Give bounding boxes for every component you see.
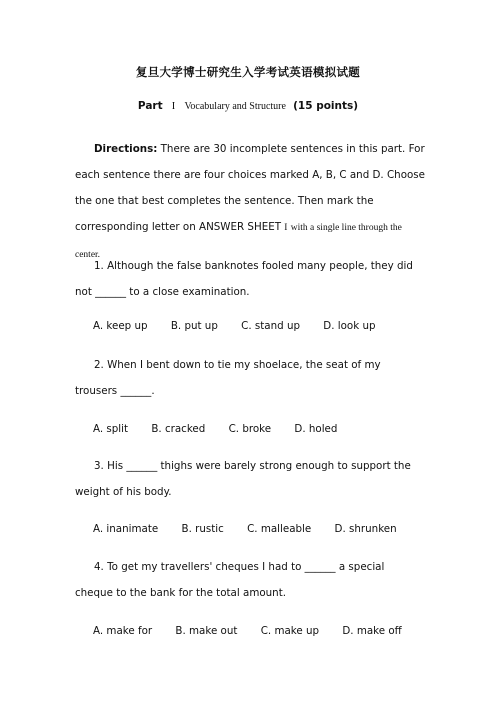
question-4: 4. To get my travellers' cheques I had to ______ a special cheque to the bank for the total amount. [75, 561, 385, 599]
part-name: Vocabulary and Structure [184, 101, 286, 112]
option-c: C. malleable [247, 523, 312, 535]
option-d: D. make off [342, 625, 402, 637]
part-points: (15 points) [293, 100, 359, 112]
question-2-options [93, 423, 357, 435]
question-3: 3. His ______ thighs were barely strong enough to support the weight of his body. [75, 460, 411, 498]
part-heading [0, 100, 496, 112]
question-4-options [93, 625, 422, 637]
option-c: C. stand up [241, 320, 301, 332]
option-d: D. holed [294, 423, 338, 435]
option-d: D. shrunken [334, 523, 397, 535]
directions-separator: I [284, 223, 288, 233]
question-1: 1. Although the false banknotes fooled many people, they did not ______ to a close examination. [75, 260, 413, 298]
option-c: C. broke [228, 423, 272, 435]
directions-text: There are 30 incomplete sentences in this part. For each sentence there are four choices marked A, B, C and D. Choose the one that best completes the sentence. Then mark the corresponding letter on ANSWER SHEET [75, 143, 425, 233]
option-b: B. put up [170, 320, 218, 332]
directions-paragraph [75, 136, 425, 268]
document-title: 复旦大学博士研究生入学考试英语模拟试题 [135, 65, 361, 79]
option-a: A. make for [93, 625, 153, 637]
part-label: Part [137, 100, 163, 112]
directions-tail: with a single line through the center. [75, 223, 402, 260]
option-a: A. inanimate [93, 523, 159, 535]
option-b: B. cracked [151, 423, 206, 435]
option-a: A. split [93, 423, 129, 435]
option-b: B. make out [175, 625, 238, 637]
option-c: C. make up [260, 625, 320, 637]
directions-label: Directions: [94, 143, 158, 155]
question-3-options [93, 523, 417, 535]
option-a: A. keep up [93, 320, 148, 332]
option-d: D. look up [323, 320, 376, 332]
question-2: 2. When I bent down to tie my shoelace, the seat of my trousers ______. [75, 359, 381, 397]
question-1-options [93, 320, 396, 332]
option-b: B. rustic [181, 523, 224, 535]
part-roman-numeral: I [171, 101, 176, 112]
